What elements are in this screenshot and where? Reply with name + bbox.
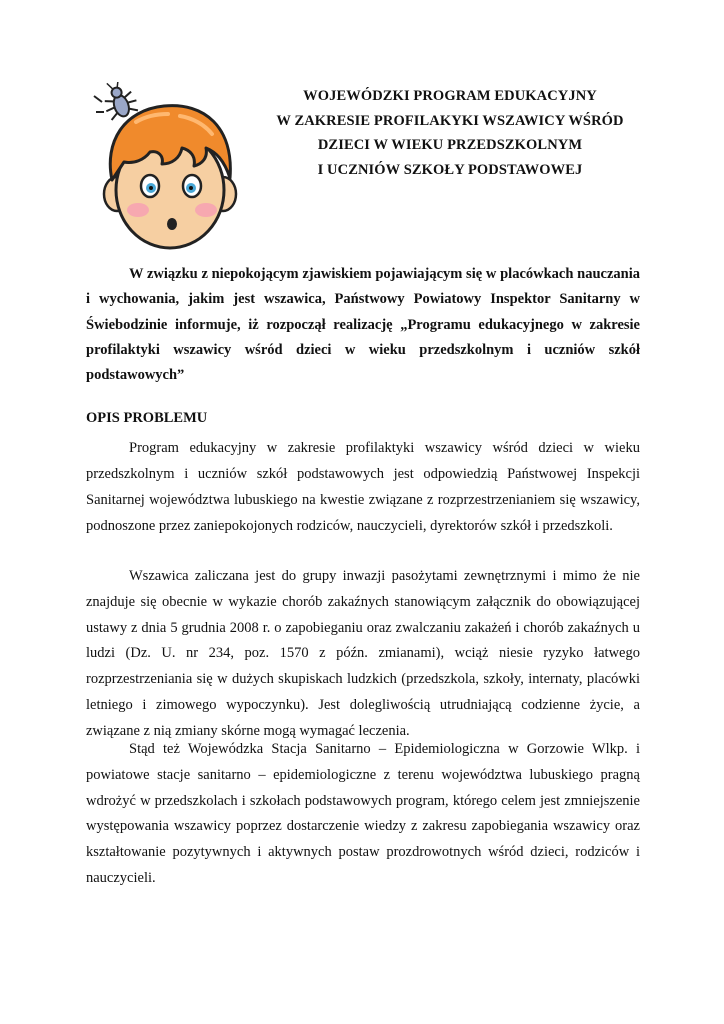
title-line: I UCZNIÓW SZKOŁY PODSTAWOWEJ xyxy=(317,161,583,178)
title-line: DZIECI W WIEKU PRZEDSZKOLNYM xyxy=(317,137,583,153)
document-title xyxy=(260,84,640,182)
body-paragraph: Program edukacyjny w zakresie profilaktyki wszawicy wśród dzieci w wieku przedszkolnym i uczniów szkół podstawowych jest odpowiedzią Państwowej Inspekcji Sanitarnej województwa lubuskiego na kwestie związane z rozprzestrzenianiem się wszawicy, podnoszone przez zaniepokojonych rodziców, nauczycieli, dyrektorów szkół i przedszkoli. xyxy=(86,440,640,534)
section-heading: OPIS PROBLEMU xyxy=(86,410,208,426)
title-line: WOJEWÓDZKI PROGRAM EDUKACYJNY xyxy=(303,88,597,104)
intro-paragraph: W związku z niepokojącym zjawiskiem pojawiającym się w placówkach nauczania i wychowania, jakim jest wszawica, Państwowy Powiatowy Inspektor Sanitarny w Świebodzinie informuje, iż rozpoczął realizację „Programu edukacyjnego w zakresie profilaktyki wszawicy wśród dzieci w wieku przedszkolnym i uczniów szkół podstawowych” xyxy=(86,266,640,384)
title-line: W ZAKRESIE PROFILAKYKI WSZAWICY WŚRÓD xyxy=(276,112,624,129)
boy-with-lice-icon xyxy=(84,82,254,252)
body-paragraph: Wszawica zaliczana jest do grupy inwazji pasożytami zewnętrznymi i mimo że nie znajduje się obecnie w wykazie chorób zakaźnych stanowiącym załącznik do obowiązującej ustawy z dnia 5 grudnia 2008 r. o zapobieganiu oraz zwalczaniu zakażeń i chorób zakaźnych u ludzi (Dz. U. nr 234, poz. 1570 z późn. zmianami), wciąż niesie ryzyko łatwego rozprzestrzeniania się w dużych skupiskach ludzkich (przedszkola, szkoły, internaty, placówki letniego i zimowego wypoczynku). Jest dolegliwością utrudniającą codzienne życie, a związane z nią zmiany skórne mogą wymagać leczenia. xyxy=(86,568,640,739)
body-paragraph: Stąd też Wojewódzka Stacja Sanitarno – Epidemiologiczna w Gorzowie Wlkp. i powiatowe stacje sanitarno – epidemiologiczne z terenu województwa lubuskiego pragną wdrożyć w przedszkolach i szkołach podstawowych program, którego celem jest zmniejszenie występowania wszawicy poprzez dostarczenie wiedzy z zakresu zapobiegania wszawicy oraz kształtowanie pozytywnych i aktywnych postaw prozdrowotnych wśród dzieci, rodziców i nauczycieli. xyxy=(86,741,640,886)
